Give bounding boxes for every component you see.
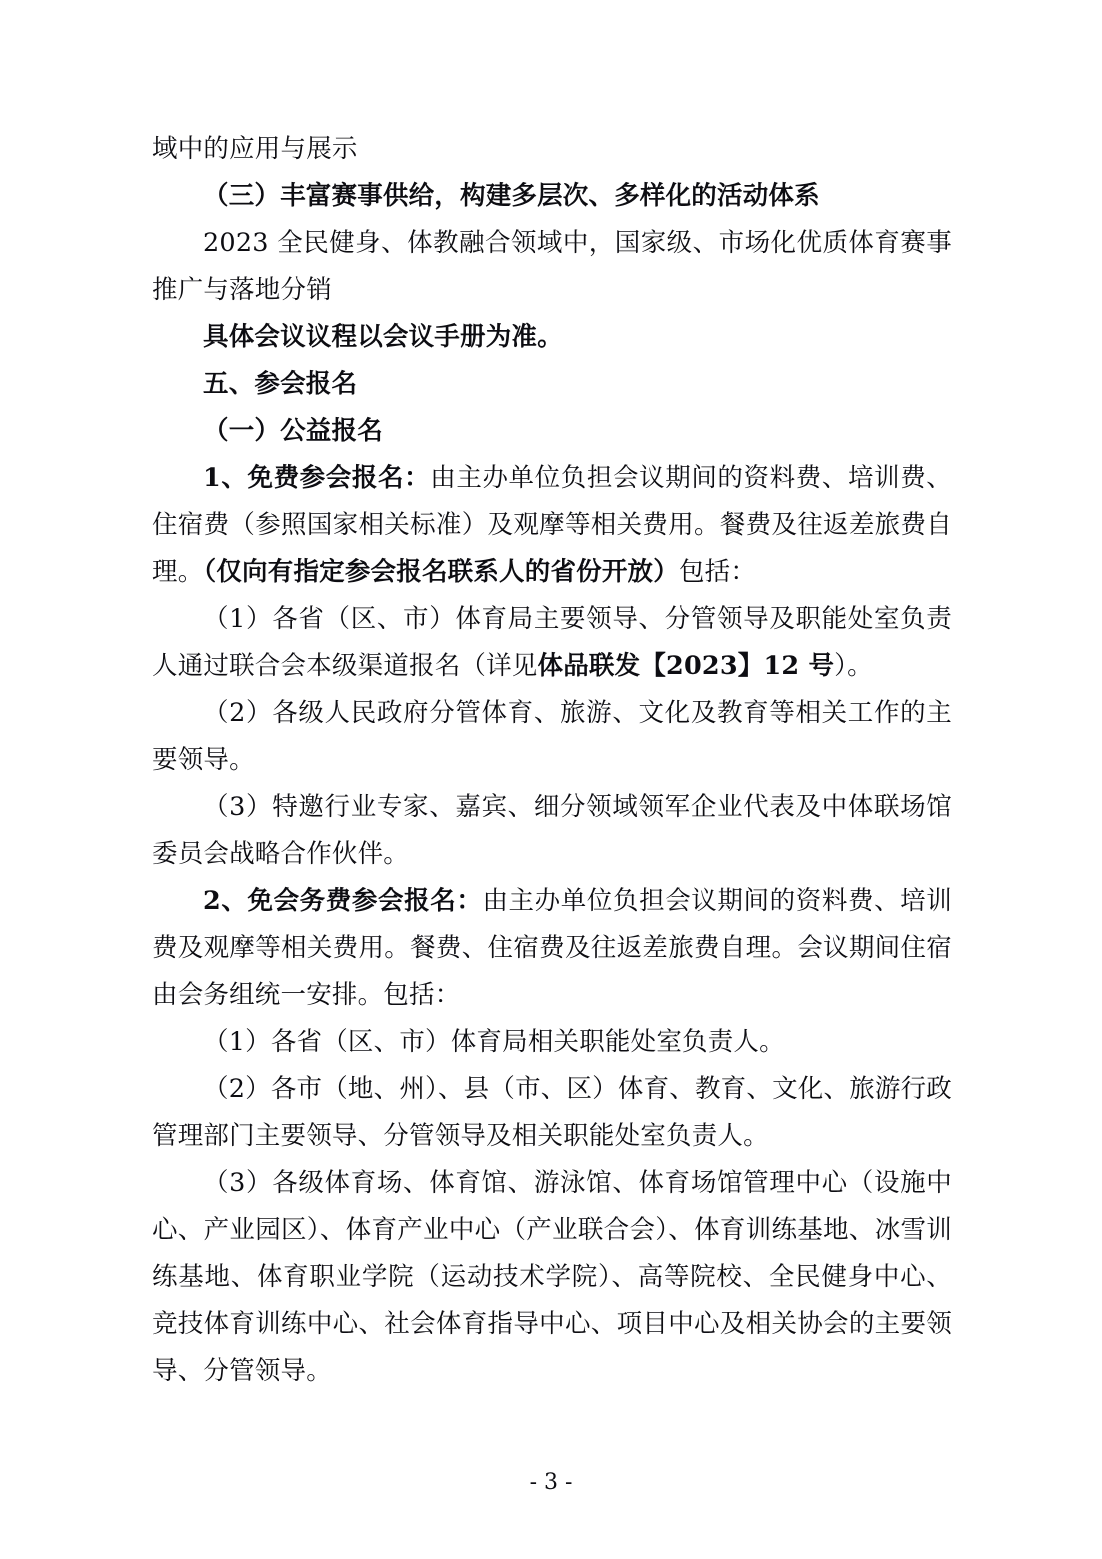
paragraph-continued-line: 域中的应用与展示 bbox=[152, 134, 358, 164]
run-document-reference: 体品联发【2023】12 号 bbox=[537, 651, 835, 681]
run-free-registration-note: （仅向有指定参会报名联系人的省份开放） bbox=[203, 557, 679, 587]
page-number: - 3 - bbox=[529, 1470, 573, 1495]
paragraph-free-registration bbox=[152, 455, 952, 596]
run-free-item-1-head: （1）各省（区、市）体育局主要领导、分管领导及职能处室负责人通过联合会本级渠道报名（详见 bbox=[152, 604, 952, 681]
run-free-registration-body: 由主办单位负担会议期间的资料费、培训费、住宿费（参照国家相关标准）及观摩等相关费用。餐费及往返差旅费自理。 bbox=[152, 463, 952, 587]
paragraph-fee-exempt-registration bbox=[152, 878, 952, 1019]
paragraph-fee-item-1: （1）各省（区、市）体育局相关职能处室负责人。 bbox=[203, 1027, 785, 1057]
paragraph-free-item-3: （3）特邀行业专家、嘉宾、细分领域领军企业代表及中体联场馆委员会战略合作伙伴。 bbox=[152, 792, 952, 869]
paragraph-fee-item-2: （2）各市（地、州）、县（市、区）体育、教育、文化、旅游行政管理部门主要领导、分管领导及相关职能处室负责人。 bbox=[152, 1074, 952, 1151]
paragraph-section-five: 五、参会报名 bbox=[203, 369, 358, 399]
paragraph-subsection-one: （一）公益报名 bbox=[203, 416, 383, 446]
paragraph-agenda-note: 具体会议议程以会议手册为准。 bbox=[203, 322, 563, 352]
run-fee-exempt-label: 2、免会务费参会报名： bbox=[203, 886, 483, 916]
paragraph-heading-three: （三）丰富赛事供给，构建多层次、多样化的活动体系 bbox=[203, 181, 820, 211]
run-free-item-1-tail: ）。 bbox=[834, 651, 873, 681]
document-body bbox=[152, 126, 952, 1395]
run-fee-exempt-body: 由主办单位负担会议期间的资料费、培训费及观摩等相关费用。餐费、住宿费及往返差旅费自理。会议期间住宿由会务组统一安排。包括： bbox=[152, 886, 952, 1010]
paragraph-free-item-2: （2）各级人民政府分管体育、旅游、文化及教育等相关工作的主要领导。 bbox=[152, 698, 952, 775]
run-free-registration-tail: 包括： bbox=[678, 557, 757, 587]
paragraph-2023-events: 2023 全民健身、体教融合领域中，国家级、市场化优质体育赛事推广与落地分销 bbox=[152, 228, 952, 305]
run-free-registration-label: 1、免费参会报名： bbox=[203, 463, 431, 493]
paragraph-fee-item-3: （3）各级体育场、体育馆、游泳馆、体育场馆管理中心（设施中心、产业园区）、体育产业中心（产业联合会）、体育训练基地、冰雪训练基地、体育职业学院（运动技术学院）、高等院校、全民健身中心、竞技体育训练中心、社会体育指导中心、项目中心及相关协会的主要领导、分管领导。 bbox=[152, 1168, 952, 1386]
paragraph-free-item-1 bbox=[152, 596, 952, 690]
